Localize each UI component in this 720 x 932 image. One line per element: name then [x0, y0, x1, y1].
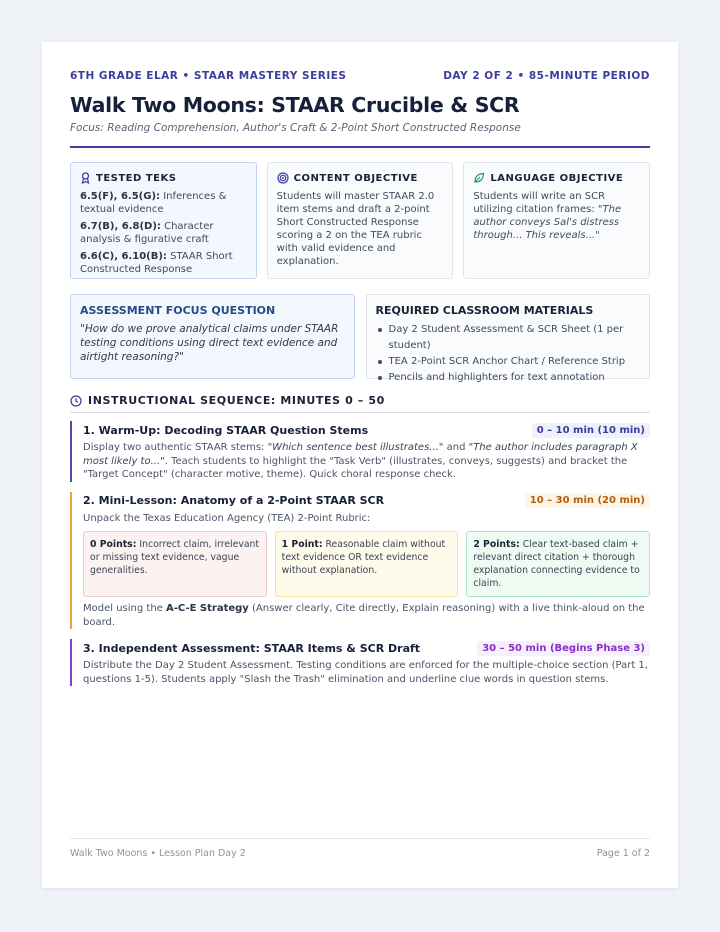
- time-badge: 30 – 50 min (Begins Phase 3): [477, 641, 650, 656]
- teks-item: 6.6(C), 6.10(B): STAAR Short Constructed Response: [80, 251, 233, 275]
- assessment-focus-card: [70, 294, 355, 379]
- teks-item: 6.7(B), 6.8(D): Character analysis & figurative craft: [80, 221, 214, 245]
- sequence-step-3: [70, 639, 650, 686]
- language-objective-heading: LANGUAGE OBJECTIVE: [473, 172, 640, 184]
- materials-card: [366, 294, 651, 383]
- rubric-1-point: 1 Point: Reasonable claim without text evidence OR text evidence without explanation.: [275, 531, 459, 597]
- sequence-step-2: [70, 492, 650, 630]
- step-title: 3. Independent Assessment: STAAR Items & SCR Draft: [83, 641, 421, 655]
- focus-subtitle: Focus: Reading Comprehension, Author's Craft & 2-Point Short Constructed Response: [70, 122, 521, 134]
- content-objective-heading: CONTENT OBJECTIVE: [277, 172, 444, 184]
- sequence-step-1: [70, 421, 650, 482]
- page-number: Page 1 of 2: [596, 848, 650, 859]
- page-footer: [70, 838, 650, 859]
- time-badge: 0 – 10 min (10 min): [532, 423, 650, 438]
- rubric-0-points: 0 Points: Incorrect claim, irrelevant or missing text evidence, vague generalities.: [83, 531, 267, 597]
- list-item: Day 2 Student Assessment & SCR Sheet (1 per student): [376, 322, 641, 354]
- language-leaf-icon: [473, 172, 485, 184]
- materials-heading: REQUIRED CLASSROOM MATERIALS: [375, 304, 594, 317]
- footer-left: Walk Two Moons • Lesson Plan Day 2: [70, 848, 246, 859]
- series-label: 6TH GRADE ELAR • STAAR MASTERY SERIES: [70, 70, 347, 82]
- content-objective-text: Students will master STAAR 2.0 item stems and draft a 2-point Short Constructed Response scoring a 2 on the TEA rubric with valid evidence and explanation.: [276, 191, 435, 267]
- language-objective-text: Students will write an SCR utilizing citation frames: "The author conveys Sal's distress through... This reveals...": [473, 191, 622, 241]
- header-divider: [70, 146, 650, 148]
- step-body: Distribute the Day 2 Student Assessment. Testing conditions are enforced for the multiple-choice section (Part 1, questions 1-5). Students apply "Slash the Trash" elimination and underline clue words in question stems.: [83, 660, 648, 685]
- sequence-heading: INSTRUCTIONAL SEQUENCE: MINUTES 0 – 50: [70, 393, 650, 408]
- sequence-divider: [70, 412, 650, 413]
- rubric-2-points: 2 Points: Clear text-based claim + relevant direct citation + thorough explanation connecting evidence to claim.: [466, 531, 650, 597]
- header-meta: [70, 70, 650, 84]
- step-model-note: Model using the A-C-E Strategy (Answer clearly, Cite directly, Explain reasoning) with a live think-aloud on the board.: [83, 603, 645, 628]
- language-objective-card: [463, 162, 650, 279]
- target-icon: [277, 172, 289, 184]
- tested-teks-heading: TESTED TEKS: [80, 172, 247, 184]
- objective-cards: [70, 162, 650, 279]
- step-title: 1. Warm-Up: Decoding STAAR Question Stems: [83, 423, 369, 437]
- content-objective-card: [267, 162, 454, 279]
- tested-teks-card: [70, 162, 257, 279]
- step-title: 2. Mini-Lesson: Anatomy of a 2-Point STAAR SCR: [83, 494, 385, 507]
- clock-icon: [70, 395, 82, 407]
- award-ribbon-icon: [80, 172, 91, 184]
- teks-item: 6.5(F), 6.5(G): Inferences & textual evidence: [80, 191, 227, 215]
- list-item: TEA 2-Point SCR Anchor Chart / Reference Strip: [376, 354, 641, 370]
- list-item: Pencils and highlighters for text annotation: [376, 370, 641, 386]
- step-intro: Unpack the Texas Education Agency (TEA) 2-Point Rubric:: [83, 512, 371, 524]
- rubric-boxes: [83, 531, 650, 597]
- focus-materials-row: [70, 294, 650, 383]
- lesson-plan-page: [42, 42, 678, 888]
- step-body: Display two authentic STAAR stems: "Which sentence best illustrates..." and "The author includes paragraph X most likely to...". Teach students to highlight the "Task Verb" (illustrates, conveys, suggests) and bracket the "Target Concept" (character motive, theme). Quick choral response check.: [83, 442, 638, 480]
- assessment-focus-heading: ASSESSMENT FOCUS QUESTION: [80, 304, 276, 317]
- page-title: Walk Two Moons: STAAR Crucible & SCR: [70, 93, 520, 117]
- day-label: DAY 2 OF 2 • 85-MINUTE PERIOD: [443, 70, 650, 82]
- materials-list: [376, 322, 641, 386]
- assessment-focus-question: "How do we prove analytical claims under STAAR testing conditions using direct text evidence and airtight reasoning?": [80, 323, 339, 363]
- time-badge: 10 – 30 min (20 min): [525, 493, 650, 508]
